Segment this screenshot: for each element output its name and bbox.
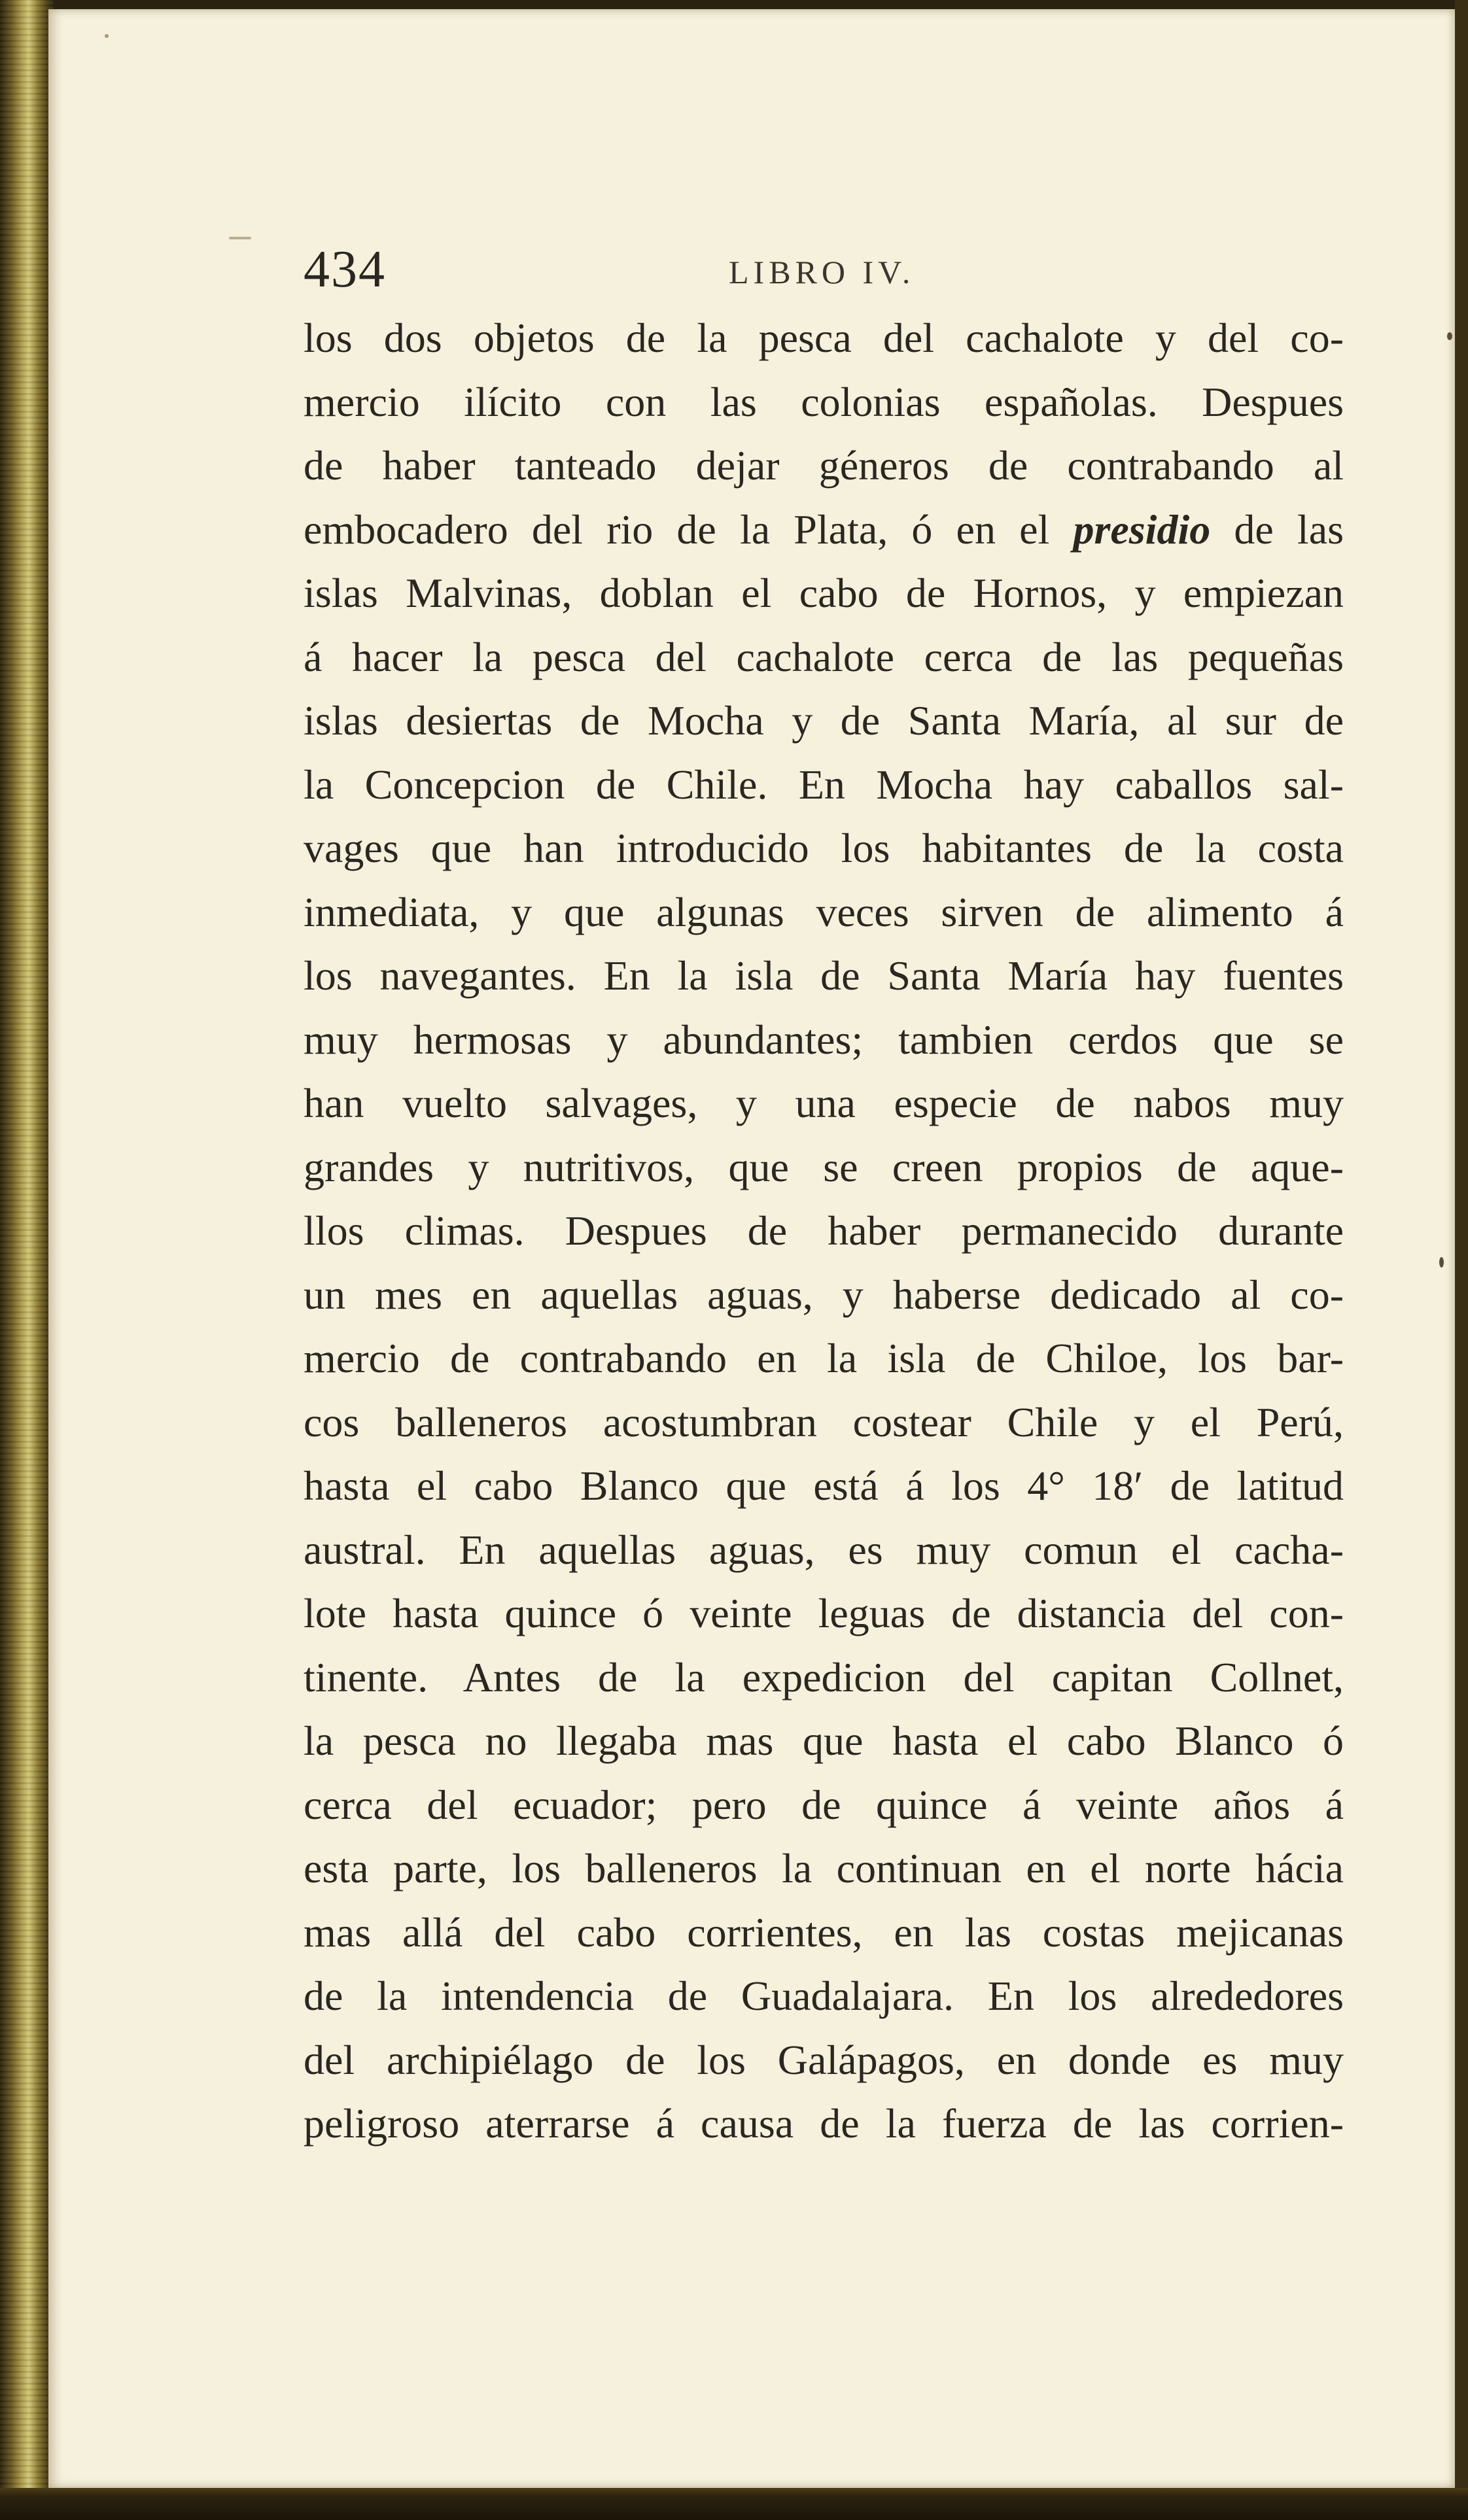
text-line <box>304 498 1344 562</box>
text-line: grandes y nutritivos, que se creen propios de aque- <box>304 1143 1344 1190</box>
text-line: los navegantes. En la isla de Santa María hay fuentes <box>304 952 1344 999</box>
text-line: muy hermosas y abundantes; tambien cerdos que se <box>304 1016 1344 1063</box>
text-line: lote hasta quince ó veinte leguas de distancia del con- <box>304 1590 1344 1636</box>
text-line: cos balleneros acostumbran costear Chile y el Perú, <box>304 1398 1344 1445</box>
text-line: la pesca no llegaba mas que hasta el cabo Blanco ó <box>304 1717 1344 1764</box>
right-edge <box>1455 0 1468 2520</box>
text-line: islas desiertas de Mocha y de Santa María, al sur de <box>304 697 1344 744</box>
text-line: del archipiélago de los Galápagos, en donde es muy <box>304 2036 1344 2083</box>
text-line: á hacer la pesca del cachalote cerca de las pequeñas <box>304 633 1344 680</box>
text-line: vages que han introducido los habitantes de la costa <box>304 825 1344 871</box>
italic-term: presidio <box>1073 506 1211 553</box>
text-segment: embocadero del rio de la Plata, ó en el <box>304 506 1074 553</box>
text-line: mercio de contrabando en la isla de Chiloe, los bar- <box>304 1335 1344 1381</box>
text-line: tinente. Antes de la expedicion del capitan Collnet, <box>304 1653 1344 1700</box>
text-line: de haber tanteado dejar géneros de contrabando al <box>304 442 1344 489</box>
text-line: islas Malvinas, doblan el cabo de Hornos, y empiezan <box>304 570 1344 616</box>
text-line: un mes en aquellas aguas, y haberse dedicado al co- <box>304 1271 1344 1318</box>
text-line: austral. En aquellas aguas, es muy comun el cacha- <box>304 1526 1344 1573</box>
text-line: esta parte, los balleneros la continuan en el norte hácia <box>304 1845 1344 1891</box>
text-line: hasta el cabo Blanco que está á los 4° 18′ de latitud <box>304 1462 1344 1509</box>
text-line: mas allá del cabo corrientes, en las costas mejicanas <box>304 1908 1344 1956</box>
text-line: cerca del ecuador; pero de quince á veinte años á <box>304 1781 1344 1828</box>
paper-speck <box>229 237 251 239</box>
text-line: mercio ilícito con las colonias españolas. Despues <box>304 378 1344 425</box>
text-segment: de las <box>1210 506 1344 553</box>
paper-speck <box>1447 332 1452 340</box>
text-line: los dos objetos de la pesca del cachalote y del co- <box>304 315 1344 361</box>
running-head <box>304 230 1376 309</box>
text-line: inmediata, y que algunas veces sirven de alimento á <box>304 888 1344 935</box>
page-number: 434 <box>304 241 386 298</box>
bottom-edge <box>0 2488 1468 2520</box>
text-line: peligroso aterrarse á causa de la fuerza de las corrien- <box>304 2100 1344 2147</box>
text-line: la Concepcion de Chile. En Mocha hay caballos sal- <box>304 761 1344 808</box>
text-line: llos climas. Despues de haber permanecido durante <box>304 1207 1344 1254</box>
gilded-binding-edge <box>0 0 54 2520</box>
running-title: LIBRO IV. <box>729 254 915 290</box>
paper-speck <box>105 34 109 38</box>
text-line: de la intendencia de Guadalajara. En los alrededores <box>304 1973 1344 2019</box>
text-line: han vuelto salvages, y una especie de nabos muy <box>304 1080 1344 1126</box>
paper-speck <box>1439 1257 1444 1268</box>
body-text <box>304 306 1344 2156</box>
